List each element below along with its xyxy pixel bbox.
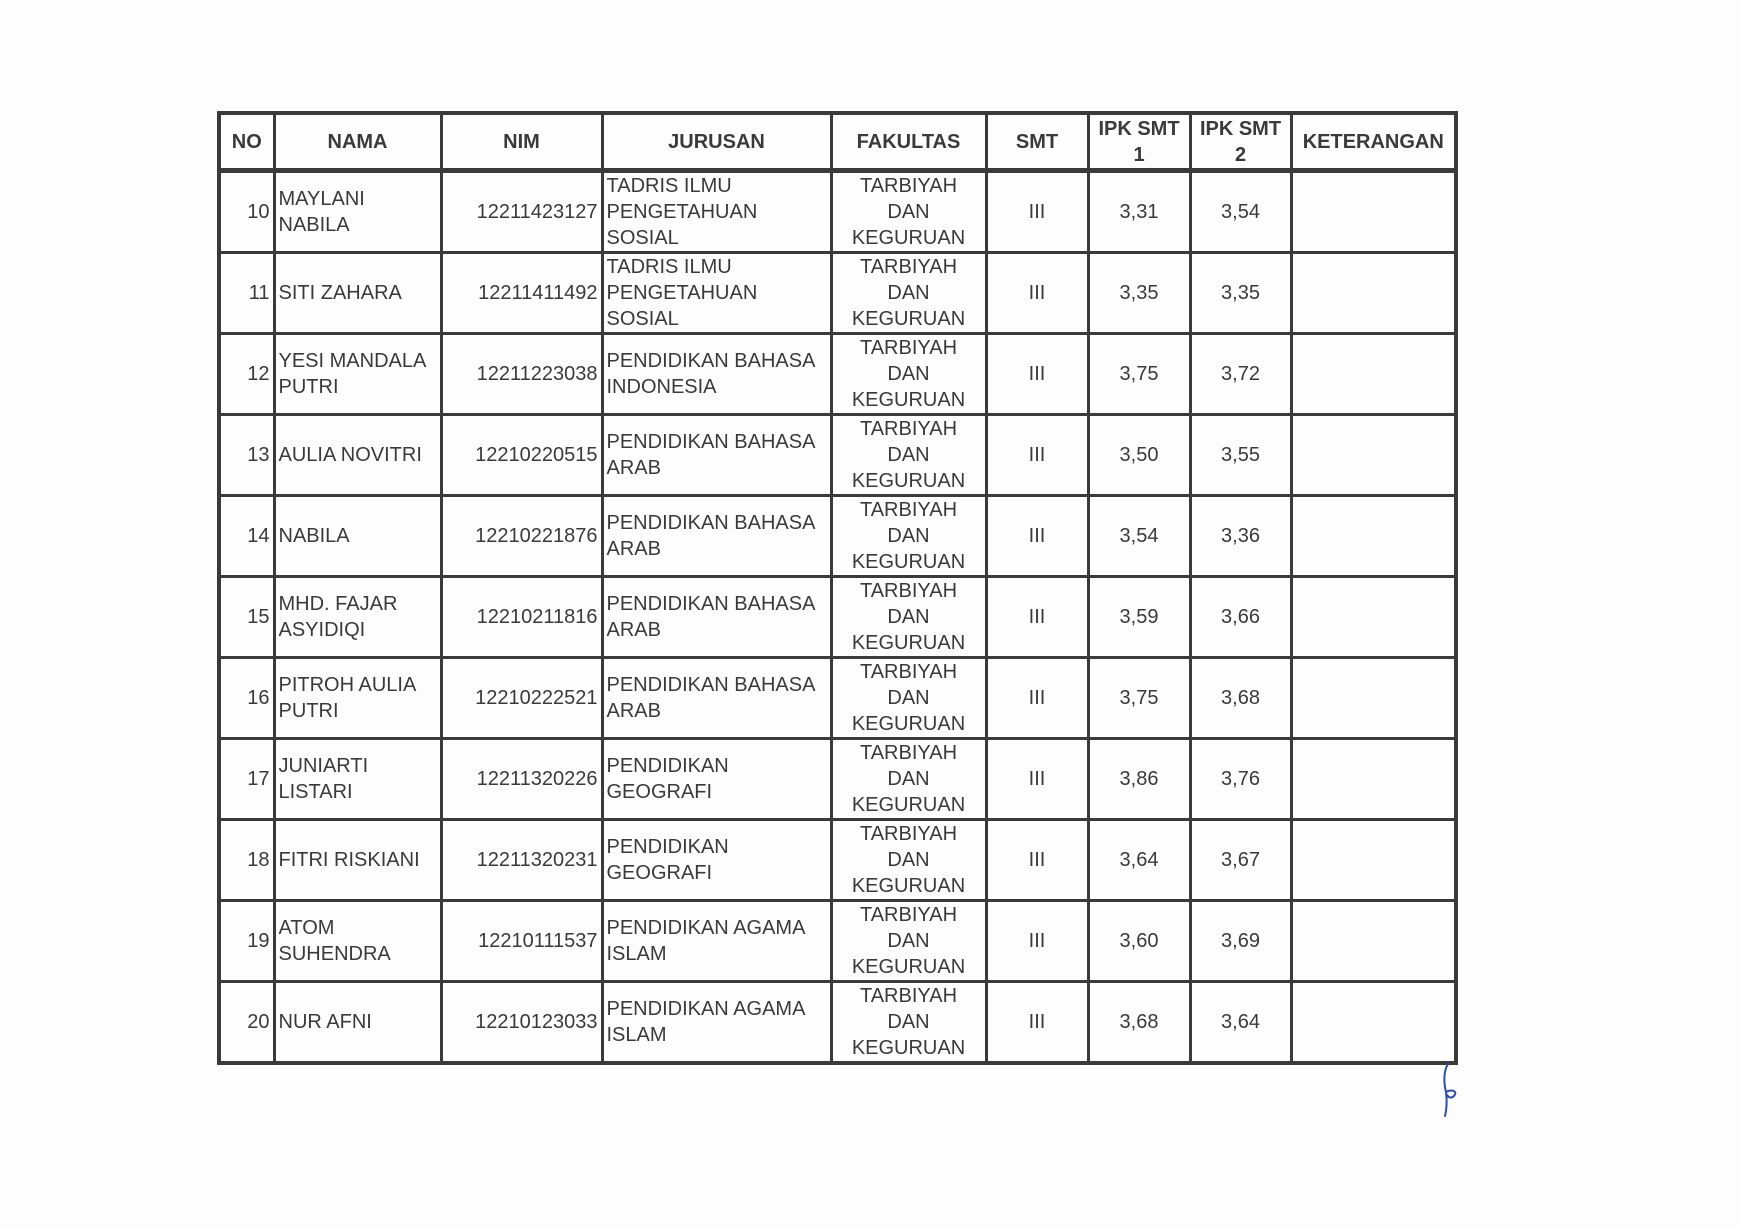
cell-fakultas-text: TARBIYAH DAN KEGURUAN: [851, 985, 966, 1059]
cell-no: 13: [219, 415, 274, 496]
cell-jurusan-text: PENDIDIKAN AGAMA ISLAM: [606, 917, 806, 965]
cell-smt: III: [986, 496, 1088, 577]
cell-no: 18: [219, 820, 274, 901]
cell-ipk-smt-1: 3,64: [1088, 820, 1190, 901]
cell-nim: 12211423127: [441, 171, 602, 253]
header-ipk-smt-2: [1190, 113, 1291, 171]
cell-ipk-smt-2: 3,67: [1190, 820, 1291, 901]
cell-ipk-smt-2: 3,35: [1190, 253, 1291, 334]
cell-nim: 12210211816: [441, 577, 602, 658]
table-body: [219, 171, 1456, 1064]
cell-fakultas: [831, 577, 986, 658]
cell-smt: III: [986, 982, 1088, 1064]
cell-smt: III: [986, 577, 1088, 658]
table-row: [219, 415, 1456, 496]
cell-jurusan-text: PENDIDIKAN GEOGRAFI: [606, 755, 729, 803]
cell-no: 14: [219, 496, 274, 577]
cell-nama: [274, 820, 441, 901]
cell-nama: [274, 171, 441, 253]
header-ipk-smt-1-label: IPK SMT 1: [1098, 117, 1180, 166]
cell-fakultas: [831, 982, 986, 1064]
table-row: [219, 739, 1456, 820]
cell-nama: [274, 577, 441, 658]
cell-no: 15: [219, 577, 274, 658]
cell-ipk-smt-2: 3,64: [1190, 982, 1291, 1064]
cell-nim: 12210221876: [441, 496, 602, 577]
header-ipk-smt-2-label: IPK SMT 2: [1199, 117, 1282, 166]
student-gpa-table: [217, 111, 1458, 1065]
table-row: [219, 901, 1456, 982]
cell-nama-text: YESI MANDALA PUTRI: [278, 350, 427, 398]
cell-nim: 12211320231: [441, 820, 602, 901]
table-header: [219, 113, 1456, 171]
cell-smt: III: [986, 171, 1088, 253]
cell-nama-text: NABILA: [278, 525, 350, 547]
cell-fakultas-text: TARBIYAH DAN KEGURUAN: [851, 256, 966, 330]
cell-nama-text: MHD. FAJAR ASYIDIQI: [278, 593, 398, 641]
header-jurusan: JURUSAN: [602, 113, 831, 171]
header-no: NO: [219, 113, 274, 171]
cell-no: 20: [219, 982, 274, 1064]
cell-fakultas: [831, 901, 986, 982]
cell-jurusan-text: PENDIDIKAN BAHASA ARAB: [606, 512, 816, 560]
cell-ipk-smt-2: 3,54: [1190, 171, 1291, 253]
cell-nim: 12211411492: [441, 253, 602, 334]
cell-ipk-smt-1: 3,50: [1088, 415, 1190, 496]
cell-smt: III: [986, 739, 1088, 820]
cell-ipk-smt-1: 3,86: [1088, 739, 1190, 820]
cell-keterangan: [1291, 415, 1456, 496]
cell-nama: [274, 901, 441, 982]
cell-keterangan: [1291, 496, 1456, 577]
cell-nama: [274, 415, 441, 496]
cell-ipk-smt-2: 3,55: [1190, 415, 1291, 496]
cell-nama-text: PITROH AULIA PUTRI: [278, 674, 417, 722]
cell-jurusan-text: TADRIS ILMU PENGETAHUAN SOSIAL: [606, 175, 758, 249]
cell-ipk-smt-2: 3,66: [1190, 577, 1291, 658]
table-row: [219, 982, 1456, 1064]
table-row: [219, 496, 1456, 577]
cell-fakultas: [831, 820, 986, 901]
cell-ipk-smt-2: 3,76: [1190, 739, 1291, 820]
cell-ipk-smt-1: 3,54: [1088, 496, 1190, 577]
cell-smt: III: [986, 658, 1088, 739]
cell-nim: 12211223038: [441, 334, 602, 415]
cell-nim: 12210220515: [441, 415, 602, 496]
cell-jurusan-text: PENDIDIKAN BAHASA ARAB: [606, 593, 816, 641]
cell-fakultas-text: TARBIYAH DAN KEGURUAN: [851, 418, 966, 492]
cell-no: 10: [219, 171, 274, 253]
cell-smt: III: [986, 334, 1088, 415]
cell-fakultas-text: TARBIYAH DAN KEGURUAN: [851, 823, 966, 897]
cell-jurusan: [602, 577, 831, 658]
cell-nama: [274, 334, 441, 415]
header-nama: NAMA: [274, 113, 441, 171]
cell-smt: III: [986, 901, 1088, 982]
cell-keterangan: [1291, 982, 1456, 1064]
cell-jurusan: [602, 982, 831, 1064]
cell-fakultas: [831, 658, 986, 739]
cell-keterangan: [1291, 334, 1456, 415]
cell-jurusan-text: PENDIDIKAN GEOGRAFI: [606, 836, 729, 884]
cell-ipk-smt-2: 3,72: [1190, 334, 1291, 415]
cell-keterangan: [1291, 658, 1456, 739]
cell-fakultas: [831, 496, 986, 577]
cell-keterangan: [1291, 820, 1456, 901]
cell-ipk-smt-1: 3,75: [1088, 658, 1190, 739]
cell-jurusan-text: PENDIDIKAN BAHASA ARAB: [606, 674, 816, 722]
cell-jurusan: [602, 496, 831, 577]
cell-no: 11: [219, 253, 274, 334]
cell-fakultas-text: TARBIYAH DAN KEGURUAN: [851, 175, 966, 249]
cell-nama: [274, 982, 441, 1064]
table-row: [219, 658, 1456, 739]
cell-nama: [274, 253, 441, 334]
cell-smt: III: [986, 253, 1088, 334]
cell-smt: III: [986, 415, 1088, 496]
header-fakultas: FAKULTAS: [831, 113, 986, 171]
cell-jurusan-text: TADRIS ILMU PENGETAHUAN SOSIAL: [606, 256, 758, 330]
cell-nim: 12210111537: [441, 901, 602, 982]
cell-fakultas-text: TARBIYAH DAN KEGURUAN: [851, 337, 966, 411]
cell-nama-text: NUR AFNI: [278, 1011, 372, 1033]
cell-fakultas: [831, 253, 986, 334]
cell-jurusan: [602, 334, 831, 415]
cell-fakultas-text: TARBIYAH DAN KEGURUAN: [851, 580, 966, 654]
cell-nama: [274, 739, 441, 820]
table-row: [219, 253, 1456, 334]
cell-jurusan: [602, 820, 831, 901]
cell-ipk-smt-1: 3,68: [1088, 982, 1190, 1064]
cell-fakultas-text: TARBIYAH DAN KEGURUAN: [851, 661, 966, 735]
header-nim: NIM: [441, 113, 602, 171]
cell-jurusan: [602, 658, 831, 739]
cell-jurusan-text: PENDIDIKAN BAHASA ARAB: [606, 431, 816, 479]
cell-keterangan: [1291, 739, 1456, 820]
cell-jurusan-text: PENDIDIKAN BAHASA INDONESIA: [606, 350, 816, 398]
cell-ipk-smt-1: 3,75: [1088, 334, 1190, 415]
cell-jurusan: [602, 415, 831, 496]
signature-initial: [1432, 1062, 1462, 1118]
cell-jurusan: [602, 901, 831, 982]
cell-keterangan: [1291, 253, 1456, 334]
cell-nama-text: SITI ZAHARA: [278, 282, 402, 304]
cell-jurusan-text: PENDIDIKAN AGAMA ISLAM: [606, 998, 806, 1046]
cell-jurusan: [602, 253, 831, 334]
cell-no: 19: [219, 901, 274, 982]
cell-fakultas-text: TARBIYAH DAN KEGURUAN: [851, 904, 966, 978]
cell-fakultas: [831, 415, 986, 496]
cell-nim: 12211320226: [441, 739, 602, 820]
cell-nama-text: ATOM SUHENDRA: [278, 917, 391, 965]
cell-fakultas-text: TARBIYAH DAN KEGURUAN: [851, 499, 966, 573]
cell-jurusan: [602, 171, 831, 253]
cell-keterangan: [1291, 171, 1456, 253]
cell-ipk-smt-1: 3,35: [1088, 253, 1190, 334]
cell-no: 16: [219, 658, 274, 739]
table-row: [219, 334, 1456, 415]
cell-keterangan: [1291, 577, 1456, 658]
cell-ipk-smt-1: 3,60: [1088, 901, 1190, 982]
cell-ipk-smt-2: 3,36: [1190, 496, 1291, 577]
cell-nim: 12210222521: [441, 658, 602, 739]
cell-ipk-smt-1: 3,59: [1088, 577, 1190, 658]
cell-nim: 12210123033: [441, 982, 602, 1064]
cell-ipk-smt-1: 3,31: [1088, 171, 1190, 253]
cell-nama-text: FITRI RISKIANI: [278, 849, 420, 871]
table-row: [219, 820, 1456, 901]
cell-no: 17: [219, 739, 274, 820]
cell-ipk-smt-2: 3,68: [1190, 658, 1291, 739]
cell-fakultas: [831, 171, 986, 253]
table-row: [219, 171, 1456, 253]
table-row: [219, 577, 1456, 658]
cell-fakultas: [831, 334, 986, 415]
cell-jurusan: [602, 739, 831, 820]
cell-ipk-smt-2: 3,69: [1190, 901, 1291, 982]
cell-nama-text: JUNIARTI LISTARI: [278, 755, 369, 803]
cell-no: 12: [219, 334, 274, 415]
cell-smt: III: [986, 820, 1088, 901]
cell-fakultas-text: TARBIYAH DAN KEGURUAN: [851, 742, 966, 816]
cell-nama-text: MAYLANI NABILA: [278, 188, 365, 236]
header-keterangan: KETERANGAN: [1291, 113, 1456, 171]
cell-keterangan: [1291, 901, 1456, 982]
cell-nama: [274, 496, 441, 577]
cell-fakultas: [831, 739, 986, 820]
header-smt: SMT: [986, 113, 1088, 171]
header-row: [219, 113, 1456, 171]
cell-nama: [274, 658, 441, 739]
cell-nama-text: AULIA NOVITRI: [278, 444, 422, 466]
header-ipk-smt-1: [1088, 113, 1190, 171]
